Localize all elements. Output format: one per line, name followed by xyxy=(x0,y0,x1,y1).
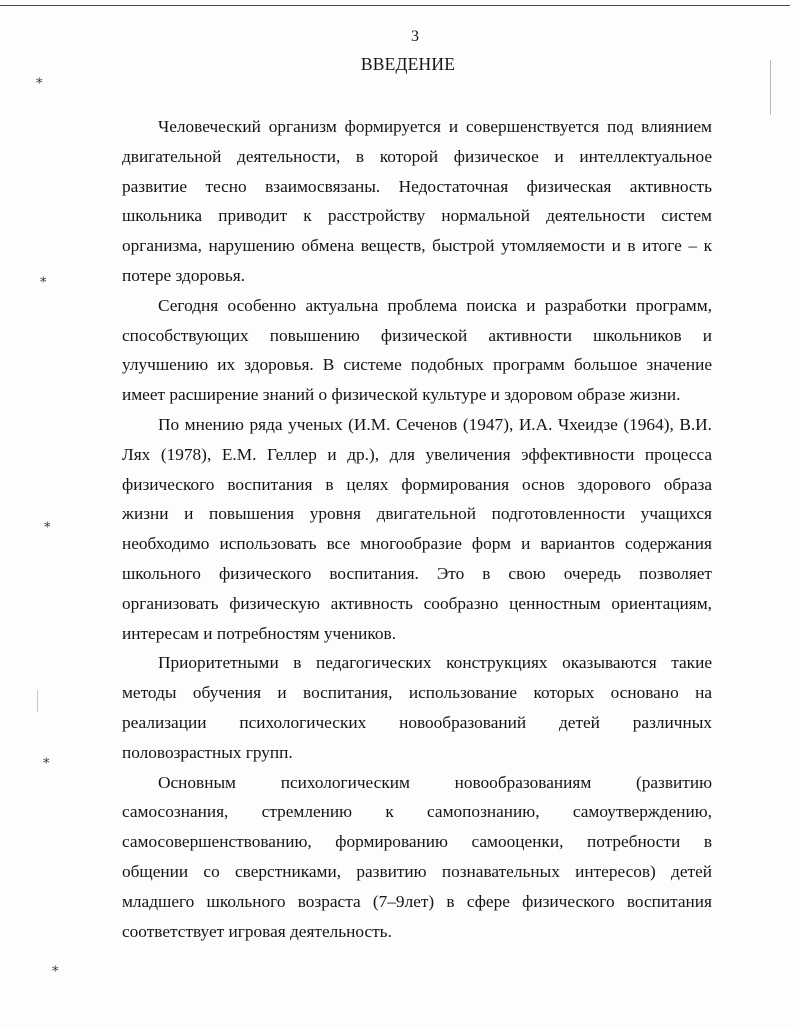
body-text xyxy=(122,112,712,946)
paragraph-line: общении со сверстниками, развитию познавательных интересов) детей xyxy=(122,861,712,881)
paragraph-line: школьного физического воспитания. Это в свою очередь позволяет xyxy=(122,563,712,583)
left-scan-line xyxy=(37,690,38,712)
section-heading: ВВЕДЕНИЕ xyxy=(360,54,456,74)
paragraph-line: самосознания, стремлению к самопознанию, самоутверждению, xyxy=(122,802,712,822)
paragraph-line: развитие тесно взаимосвязаны. Недостаточная физическая активность xyxy=(122,176,712,196)
paragraph-3 xyxy=(122,410,712,648)
paragraph-line: Лях (1978), Е.М. Геллер и др.), для увеличения эффективности процесса xyxy=(122,444,712,464)
paragraph-line: двигательной деятельности, в которой физическое и интеллектуальное xyxy=(122,146,712,166)
paragraph-line: физического воспитания в целях формирования основ здорового образа xyxy=(122,474,712,494)
paragraph-1 xyxy=(122,112,712,291)
paragraph-line: потере здоровья. xyxy=(122,265,246,285)
paragraph-line: необходимо использовать все многообразие форм и вариантов содержания xyxy=(122,534,712,554)
paragraph-line: реализации психологических новообразований детей различных xyxy=(122,712,712,732)
paragraph-line: Основным психологическим новообразованиям (развитию xyxy=(158,772,712,792)
scan-mark-4: ⁎ xyxy=(43,751,50,766)
paragraph-line: самосовершенствованию, формированию самооценки, потребности в xyxy=(122,832,712,852)
paragraph-line: организма, нарушению обмена веществ, быстрой утомляемости и в итоге – к xyxy=(122,236,712,256)
paragraph-line: младшего школьного возраста (7–9лет) в сфере физического воспитания xyxy=(122,891,712,911)
scan-mark-2: ⁎ xyxy=(40,270,47,285)
paragraph-line: Приоритетными в педагогических конструкциях оказываются такие xyxy=(158,653,712,673)
scan-mark-1: ⁎ xyxy=(36,71,43,86)
paragraph-line: По мнению ряда ученых (И.М. Сеченов (1947), И.А. Чхеидзе (1964), В.И. xyxy=(158,414,712,434)
scan-mark-5: ⁎ xyxy=(52,959,59,974)
paragraph-5 xyxy=(122,768,712,947)
paragraph-line: Человеческий организм формируется и совершенствуется под влиянием xyxy=(158,117,712,136)
page-number: 3 xyxy=(411,28,419,45)
paragraph-line: методы обучения и воспитания, использование которых основано на xyxy=(122,683,712,703)
paragraph-line: улучшению их здоровья. В системе подобных программ большое значение xyxy=(122,355,712,375)
paragraph-line: способствующих повышению физической активности школьников и xyxy=(122,325,712,345)
scan-mark-3: ⁎ xyxy=(44,515,51,530)
paragraph-line: жизни и повышения уровня двигательной подготовленности учащихся xyxy=(122,504,712,524)
paragraph-line: соответствует игровая деятельность. xyxy=(122,921,392,941)
top-border-line xyxy=(0,5,790,6)
paragraph-line: имеет расширение знаний о физической культуре и здоровом образе жизни. xyxy=(122,385,681,405)
paragraph-line: интересам и потребностям учеников. xyxy=(122,623,397,643)
paragraph-line: школьника приводит к расстройству нормальной деятельности систем xyxy=(122,206,712,226)
paragraph-line: организовать физическую активность сообразно ценностным ориентациям, xyxy=(122,593,712,613)
paragraph-line: половозрастных групп. xyxy=(122,742,293,762)
paragraph-line: Сегодня особенно актуальна проблема поиска и разработки программ, xyxy=(158,295,712,315)
paragraph-4 xyxy=(122,648,712,767)
paragraph-2 xyxy=(122,291,712,410)
